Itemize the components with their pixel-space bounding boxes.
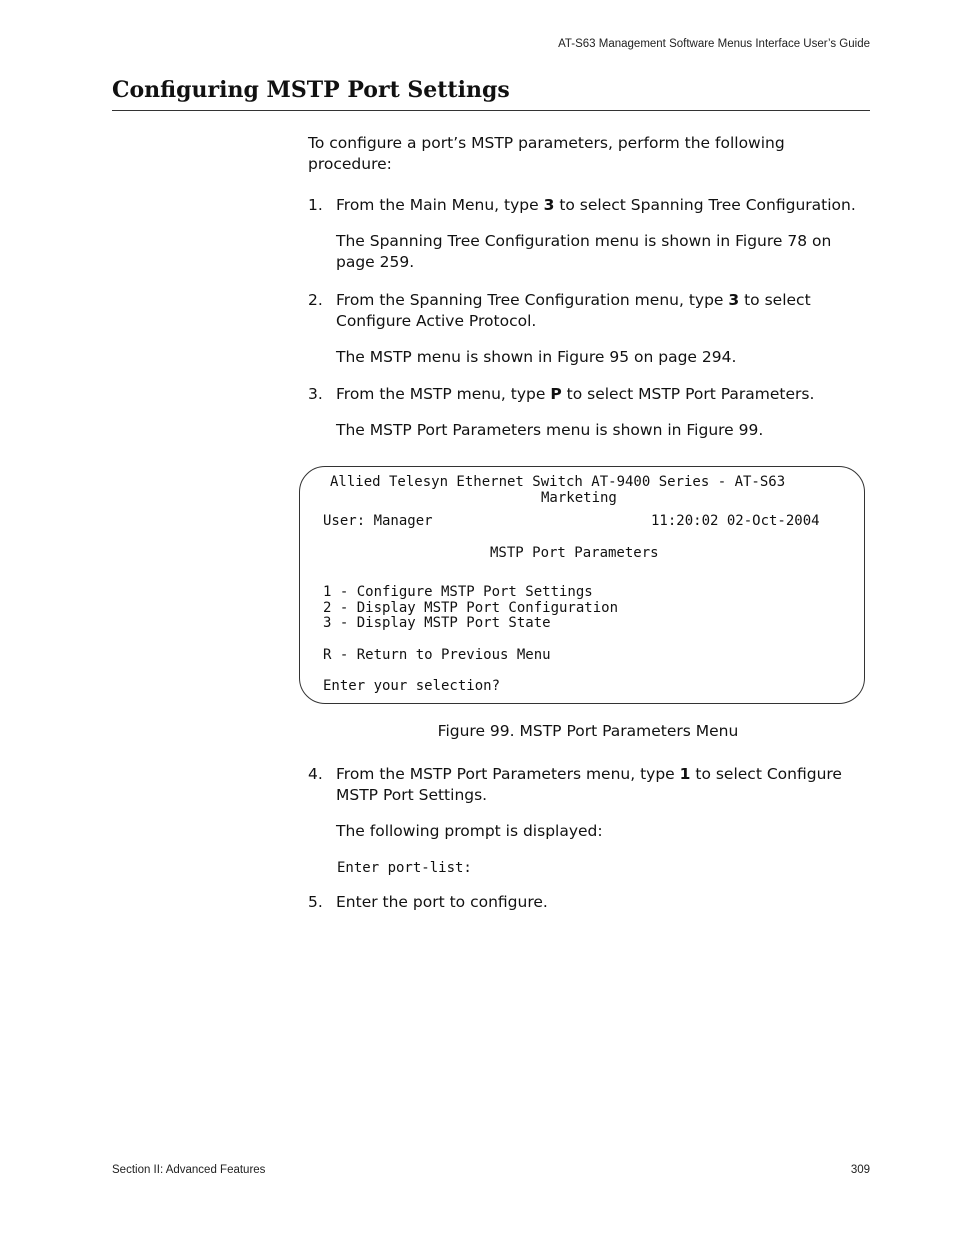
step-number: 5.	[308, 893, 323, 911]
port-list-prompt: Enter port-list:	[337, 860, 472, 876]
terminal-banner-line2: Marketing	[541, 490, 617, 506]
step-2-note: The MSTP menu is shown in Figure 95 on page 294.	[336, 348, 737, 366]
page-number: 309	[850, 1164, 870, 1176]
step-3-note: The MSTP Port Parameters menu is shown in Figure 99.	[336, 421, 764, 439]
title-divider	[112, 110, 870, 111]
step-1-note: The Spanning Tree Configuration menu is shown in Figure 78 on page 259.	[336, 232, 832, 271]
terminal-menu-title: MSTP Port Parameters	[490, 545, 659, 561]
terminal-banner-line1: Allied Telesyn Ethernet Switch AT-9400 Series - AT-S63	[330, 474, 786, 490]
step-number: 4.	[308, 765, 323, 783]
section-title: Configuring MSTP Port Settings	[112, 77, 510, 103]
step-4-note: The following prompt is displayed:	[336, 822, 603, 840]
intro-paragraph: To configure a port’s MSTP parameters, perform the following procedure:	[308, 134, 785, 173]
step-text: Enter the port to configure.	[336, 893, 548, 911]
step-text: From the MSTP menu, type P to select MSTP Port Parameters.	[336, 385, 815, 403]
footer-section: Section II: Advanced Features	[112, 1164, 266, 1176]
figure-caption: Figure 99. MSTP Port Parameters Menu	[437, 722, 739, 740]
step-text: From the MSTP Port Parameters menu, type 1 to select Configure MSTP Port Settings.	[336, 765, 842, 804]
key-label: 1	[679, 765, 691, 783]
step-text: From the Spanning Tree Configuration menu, type 3 to select Configure Active Protocol.	[336, 291, 811, 330]
key-label: 3	[543, 196, 555, 214]
key-label: 3	[728, 291, 740, 309]
step-text: From the Main Menu, type 3 to select Spanning Tree Configuration.	[336, 196, 856, 214]
terminal-option: 2 - Display MSTP Port Configuration	[323, 600, 619, 616]
step-number: 3.	[308, 385, 323, 403]
terminal-return-option: R - Return to Previous Menu	[323, 647, 551, 663]
terminal-prompt: Enter your selection?	[323, 678, 501, 694]
terminal-option: 3 - Display MSTP Port State	[323, 615, 551, 631]
page-header: AT-S63 Management Software Menus Interface User’s Guide	[558, 38, 870, 50]
terminal-option: 1 - Configure MSTP Port Settings	[323, 584, 593, 600]
terminal-timestamp: 11:20:02 02-Oct-2004	[651, 513, 820, 529]
terminal-user: User: Manager	[323, 513, 433, 529]
step-number: 2.	[308, 291, 323, 309]
step-number: 1.	[308, 196, 323, 214]
key-label: P	[550, 385, 562, 403]
